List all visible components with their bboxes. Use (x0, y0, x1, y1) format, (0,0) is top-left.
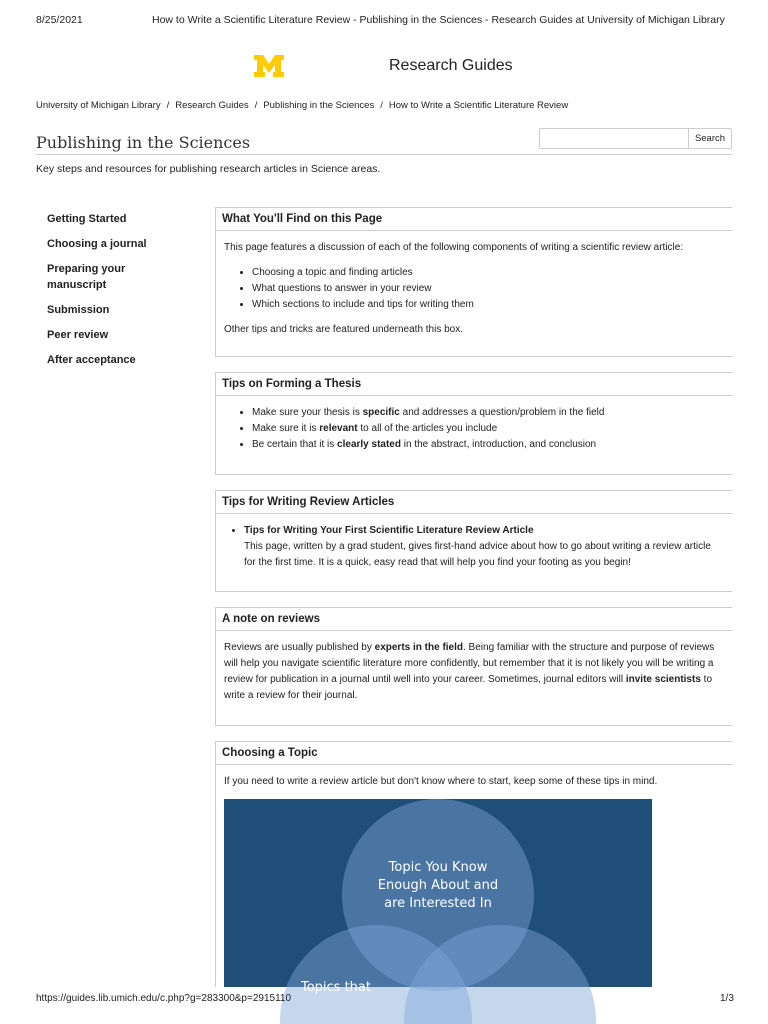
box-heading: What You'll Find on this Page (216, 208, 732, 231)
list-item: • What questions to answer in your review (252, 281, 724, 297)
box-body (216, 514, 732, 571)
nav-item-preparing-manuscript[interactable]: Preparing your manuscript (47, 263, 126, 291)
box-tips-thesis (215, 372, 732, 475)
box-what-youll-find (215, 207, 732, 357)
text: and addresses a question/problem in the field (399, 407, 605, 418)
nav-item-peer-review[interactable]: Peer review (47, 329, 109, 341)
breadcrumb-separator: / (254, 100, 258, 111)
text: to all of the articles you include (357, 423, 498, 434)
venn-diagram (224, 799, 652, 995)
guide-title: Publishing in the Sciences (36, 133, 251, 152)
venn-diagram-image (224, 799, 652, 995)
box-heading: Tips for Writing Review Articles (216, 491, 732, 514)
text: in the abstract, introduction, and conclusion (400, 439, 597, 450)
guide-side-nav (47, 211, 187, 377)
nav-item-submission[interactable]: Submission (47, 304, 110, 316)
box-intro: This page features a discussion of each of the following components of writing a scientific review article: (224, 242, 684, 253)
breadcrumb-separator: / (166, 100, 170, 111)
box-body (216, 396, 732, 453)
box-heading: A note on reviews (216, 608, 732, 631)
resource-description: This page, written by a grad student, gives first-hand advice about how to go about writing a review article for the first time. It is a quick, easy read that will help you find your footing as you begin! (244, 541, 711, 568)
list-item: • Choosing a topic and finding articles (252, 265, 724, 281)
breadcrumb-item-current: How to Write a Scientific Literature Review (388, 100, 569, 111)
topic-list (224, 265, 724, 313)
box-body (216, 765, 732, 790)
print-date: 8/25/2021 (36, 14, 83, 26)
box-note-on-reviews (215, 607, 732, 726)
venn-top-label-line2: Enough About and (377, 878, 499, 893)
text: Reviews are usually published by (224, 642, 375, 653)
text: . Being familiar with the structure and purpose of reviews will help you navigate scientific literature more confidently, but remember that it is not likely you will be writing a review for publication in a journal until well into your career. Sometimes, journal editors will (224, 642, 715, 685)
print-url: https://guides.lib.umich.edu/c.php?g=283300&p=2915110 (36, 993, 292, 1004)
box-intro: If you need to write a review article but don't know where to start, keep some of these tips in mind. (224, 776, 658, 787)
text: Make sure your thesis is (252, 407, 363, 418)
breadcrumb-item-guide[interactable]: Publishing in the Sciences (263, 100, 375, 111)
note-paragraph (224, 640, 724, 704)
header-divider (36, 154, 732, 155)
site-title[interactable]: Research Guides (389, 57, 513, 74)
print-page-title: How to Write a Scientific Literature Review - Publishing in the Sciences - Research Guides at University of Michigan Library (152, 14, 725, 26)
venn-left-label-partial: Topics that (300, 980, 372, 995)
resource-list (224, 523, 724, 571)
list-item (252, 405, 724, 421)
resource-link[interactable]: Tips for Writing Your First Scientific Literature Review Article (244, 525, 534, 536)
guide-description: Key steps and resources for publishing research articles in Science areas. (36, 163, 381, 175)
venn-top-label-line3: are Interested In (384, 896, 492, 911)
venn-top-label-line1: Topic You Know (388, 860, 488, 875)
box-heading: Choosing a Topic (216, 742, 732, 765)
university-block-m-logo[interactable] (254, 55, 284, 77)
breadcrumb-separator: / (380, 100, 383, 111)
list-item (252, 421, 724, 437)
nav-item-choosing-a-journal[interactable]: Choosing a journal (47, 238, 147, 250)
search-button[interactable]: Search (688, 128, 732, 149)
breadcrumb (36, 100, 568, 111)
logo-m-shape (254, 55, 284, 77)
list-item: • Which sections to include and tips for writing them (252, 297, 724, 313)
list-item (252, 437, 724, 453)
breadcrumb-item-research-guides[interactable]: Research Guides (175, 100, 249, 111)
box-outro: Other tips and tricks are featured underneath this box. (224, 324, 464, 335)
nav-item-after-acceptance[interactable]: After acceptance (47, 354, 136, 366)
emphasis: specific (362, 407, 400, 418)
box-body (216, 631, 732, 704)
thesis-tips-list (224, 405, 724, 453)
text: to write a review for their journal. (224, 674, 713, 701)
box-tips-review-articles (215, 490, 732, 592)
text: Make sure it is (252, 423, 320, 434)
emphasis: experts in the field (374, 642, 463, 653)
box-body (216, 231, 732, 338)
text: Be certain that it is (252, 439, 338, 450)
nav-item-getting-started[interactable]: Getting Started (47, 213, 127, 225)
breadcrumb-item-library[interactable]: University of Michigan Library (36, 100, 161, 111)
box-heading: Tips on Forming a Thesis (216, 373, 732, 396)
list-item (244, 523, 724, 571)
emphasis: clearly stated (337, 439, 401, 450)
search-input[interactable] (539, 128, 689, 149)
emphasis: invite scientists (625, 674, 701, 685)
print-page-number: 1/3 (720, 993, 734, 1004)
emphasis: relevant (319, 423, 358, 434)
